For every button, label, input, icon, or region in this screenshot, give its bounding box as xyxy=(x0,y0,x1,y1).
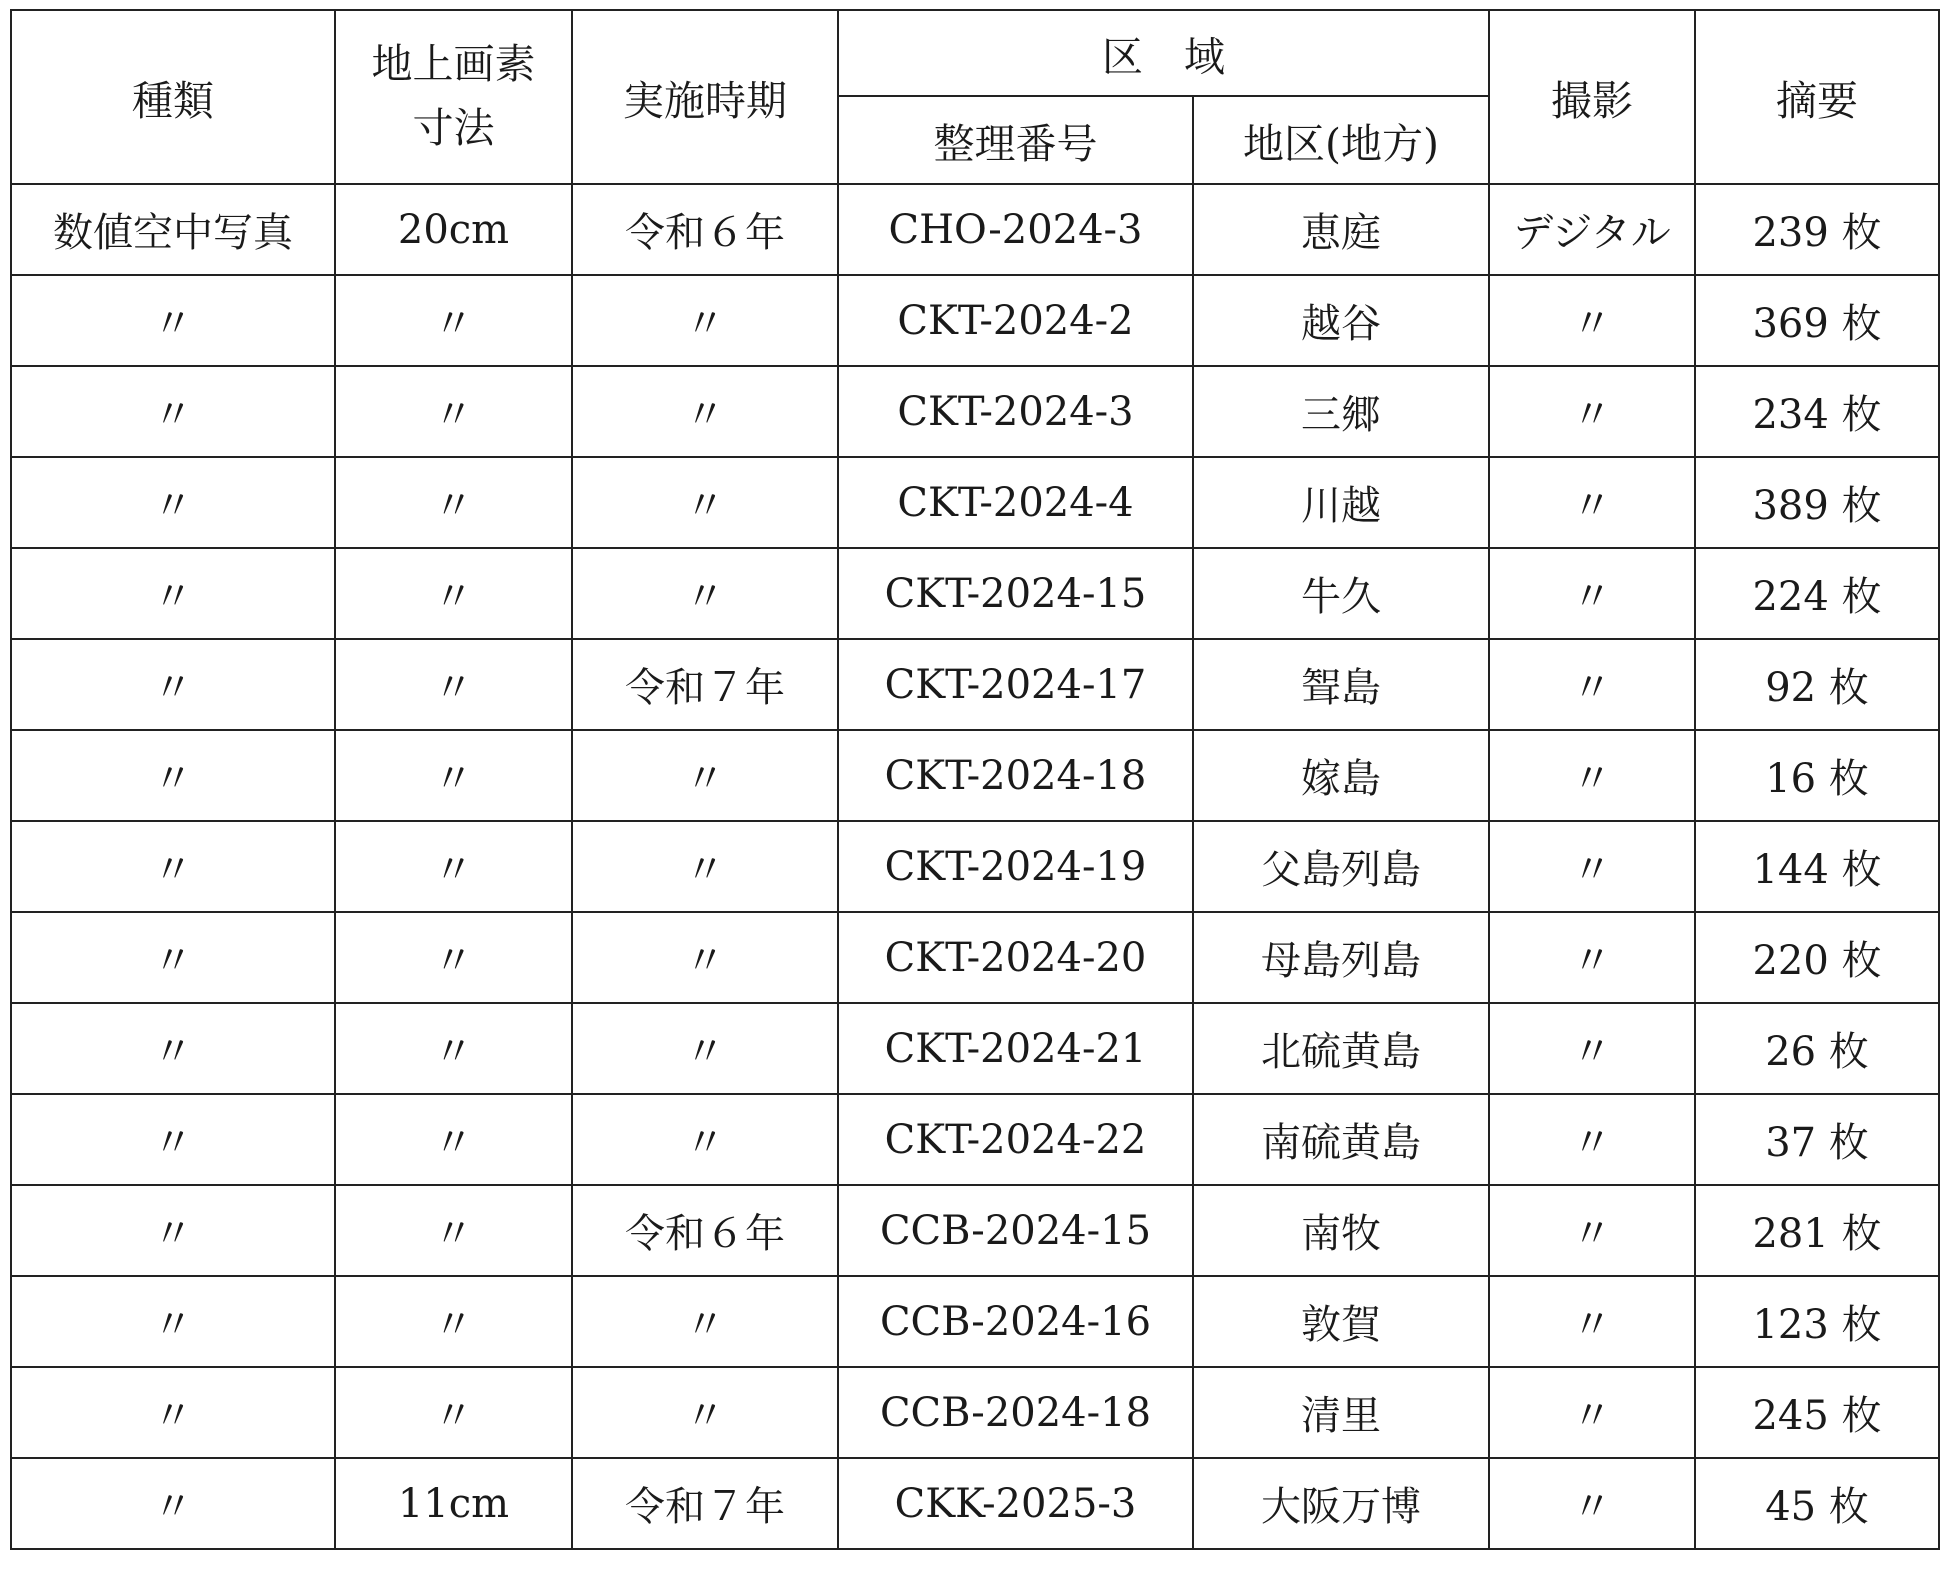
cell-shooting: 〃 xyxy=(1489,821,1695,912)
cell-ref-no: CKT-2024-21 xyxy=(838,1003,1193,1094)
photo-inventory-table xyxy=(10,9,1940,1550)
cell-ref-no: CCB-2024-15 xyxy=(838,1185,1193,1276)
table-row xyxy=(11,639,1939,730)
table-row xyxy=(11,548,1939,639)
header-type: 種類 xyxy=(11,10,335,184)
cell-district: 敦賀 xyxy=(1193,1276,1489,1367)
cell-ground-pixel: 11cm xyxy=(335,1458,572,1549)
cell-period: 〃 xyxy=(572,821,838,912)
table-row xyxy=(11,1458,1939,1549)
cell-ref-no: CKT-2024-4 xyxy=(838,457,1193,548)
cell-district: 南牧 xyxy=(1193,1185,1489,1276)
cell-shooting: 〃 xyxy=(1489,1003,1695,1094)
cell-district: 嫁島 xyxy=(1193,730,1489,821)
cell-type: 〃 xyxy=(11,639,335,730)
table-row xyxy=(11,1094,1939,1185)
cell-district: 北硫黄島 xyxy=(1193,1003,1489,1094)
cell-ground-pixel: 〃 xyxy=(335,1185,572,1276)
cell-period: 〃 xyxy=(572,1276,838,1367)
cell-district: 恵庭 xyxy=(1193,184,1489,275)
cell-type: 〃 xyxy=(11,1003,335,1094)
cell-ground-pixel: 〃 xyxy=(335,730,572,821)
cell-summary: 144 枚 xyxy=(1695,821,1939,912)
cell-shooting: デジタル xyxy=(1489,184,1695,275)
cell-type: 〃 xyxy=(11,457,335,548)
table-header xyxy=(11,10,1939,184)
cell-ref-no: CCB-2024-18 xyxy=(838,1367,1193,1458)
table-row xyxy=(11,457,1939,548)
cell-ground-pixel: 〃 xyxy=(335,366,572,457)
cell-summary: 239 枚 xyxy=(1695,184,1939,275)
cell-summary: 234 枚 xyxy=(1695,366,1939,457)
cell-shooting: 〃 xyxy=(1489,730,1695,821)
cell-type: 〃 xyxy=(11,1276,335,1367)
cell-district: 聟島 xyxy=(1193,639,1489,730)
table-row xyxy=(11,275,1939,366)
cell-district: 三郷 xyxy=(1193,366,1489,457)
cell-summary: 224 枚 xyxy=(1695,548,1939,639)
cell-ground-pixel: 〃 xyxy=(335,1094,572,1185)
cell-period: 〃 xyxy=(572,275,838,366)
cell-summary: 45 枚 xyxy=(1695,1458,1939,1549)
cell-shooting: 〃 xyxy=(1489,1185,1695,1276)
cell-district: 牛久 xyxy=(1193,548,1489,639)
header-summary: 摘要 xyxy=(1695,10,1939,184)
cell-shooting: 〃 xyxy=(1489,457,1695,548)
cell-type: 〃 xyxy=(11,1367,335,1458)
cell-ref-no: CKT-2024-19 xyxy=(838,821,1193,912)
cell-summary: 26 枚 xyxy=(1695,1003,1939,1094)
header-ground-pixel xyxy=(335,10,572,184)
table-row xyxy=(11,912,1939,1003)
cell-ref-no: CKT-2024-20 xyxy=(838,912,1193,1003)
header-shooting: 撮影 xyxy=(1489,10,1695,184)
cell-type: 〃 xyxy=(11,1185,335,1276)
cell-ref-no: CKT-2024-17 xyxy=(838,639,1193,730)
cell-shooting: 〃 xyxy=(1489,1094,1695,1185)
cell-summary: 281 枚 xyxy=(1695,1185,1939,1276)
cell-summary: 16 枚 xyxy=(1695,730,1939,821)
cell-type: 〃 xyxy=(11,912,335,1003)
cell-ground-pixel: 〃 xyxy=(335,457,572,548)
cell-type: 数値空中写真 xyxy=(11,184,335,275)
cell-district: 川越 xyxy=(1193,457,1489,548)
cell-ground-pixel: 〃 xyxy=(335,821,572,912)
table-body xyxy=(11,184,1939,1549)
cell-period: 〃 xyxy=(572,1003,838,1094)
cell-district: 母島列島 xyxy=(1193,912,1489,1003)
cell-shooting: 〃 xyxy=(1489,275,1695,366)
cell-summary: 92 枚 xyxy=(1695,639,1939,730)
cell-summary: 123 枚 xyxy=(1695,1276,1939,1367)
cell-district: 父島列島 xyxy=(1193,821,1489,912)
cell-ref-no: CKT-2024-18 xyxy=(838,730,1193,821)
cell-summary: 37 枚 xyxy=(1695,1094,1939,1185)
cell-ref-no: CCB-2024-16 xyxy=(838,1276,1193,1367)
header-region: 区 域 xyxy=(838,10,1489,96)
cell-shooting: 〃 xyxy=(1489,366,1695,457)
cell-period: 〃 xyxy=(572,366,838,457)
cell-period: 〃 xyxy=(572,1094,838,1185)
cell-ref-no: CKT-2024-2 xyxy=(838,275,1193,366)
cell-ground-pixel: 〃 xyxy=(335,1003,572,1094)
table-row xyxy=(11,1367,1939,1458)
cell-shooting: 〃 xyxy=(1489,1367,1695,1458)
cell-ground-pixel: 〃 xyxy=(335,1367,572,1458)
cell-period: 〃 xyxy=(572,1367,838,1458)
cell-shooting: 〃 xyxy=(1489,639,1695,730)
cell-shooting: 〃 xyxy=(1489,1276,1695,1367)
table-row xyxy=(11,1185,1939,1276)
cell-type: 〃 xyxy=(11,1458,335,1549)
cell-period: 〃 xyxy=(572,730,838,821)
header-period: 実施時期 xyxy=(572,10,838,184)
cell-ref-no: CKT-2024-15 xyxy=(838,548,1193,639)
cell-type: 〃 xyxy=(11,730,335,821)
cell-period: 〃 xyxy=(572,548,838,639)
cell-ground-pixel: 〃 xyxy=(335,1276,572,1367)
cell-type: 〃 xyxy=(11,1094,335,1185)
table-row xyxy=(11,730,1939,821)
cell-district: 大阪万博 xyxy=(1193,1458,1489,1549)
cell-ref-no: CKT-2024-22 xyxy=(838,1094,1193,1185)
cell-ref-no: CKT-2024-3 xyxy=(838,366,1193,457)
cell-period: 令和７年 xyxy=(572,639,838,730)
table-row xyxy=(11,1003,1939,1094)
cell-shooting: 〃 xyxy=(1489,912,1695,1003)
table-row xyxy=(11,821,1939,912)
cell-type: 〃 xyxy=(11,275,335,366)
cell-ref-no: CKK-2025-3 xyxy=(838,1458,1193,1549)
cell-ground-pixel: 〃 xyxy=(335,639,572,730)
cell-period: 〃 xyxy=(572,912,838,1003)
table-row xyxy=(11,184,1939,275)
cell-shooting: 〃 xyxy=(1489,1458,1695,1549)
cell-shooting: 〃 xyxy=(1489,548,1695,639)
header-ref-no: 整理番号 xyxy=(838,96,1193,184)
cell-district: 南硫黄島 xyxy=(1193,1094,1489,1185)
cell-period: 令和６年 xyxy=(572,1185,838,1276)
header-district: 地区(地方) xyxy=(1193,96,1489,184)
cell-ref-no: CHO-2024-3 xyxy=(838,184,1193,275)
cell-district: 清里 xyxy=(1193,1367,1489,1458)
cell-ground-pixel: 〃 xyxy=(335,548,572,639)
cell-type: 〃 xyxy=(11,366,335,457)
cell-ground-pixel: 20cm xyxy=(335,184,572,275)
header-ground-pixel-label: 地上画素寸法 xyxy=(371,40,536,152)
cell-type: 〃 xyxy=(11,548,335,639)
cell-summary: 389 枚 xyxy=(1695,457,1939,548)
table-row xyxy=(11,1276,1939,1367)
cell-period: 〃 xyxy=(572,457,838,548)
cell-ground-pixel: 〃 xyxy=(335,912,572,1003)
cell-period: 令和７年 xyxy=(572,1458,838,1549)
cell-summary: 245 枚 xyxy=(1695,1367,1939,1458)
table-row xyxy=(11,366,1939,457)
cell-ground-pixel: 〃 xyxy=(335,275,572,366)
cell-summary: 220 枚 xyxy=(1695,912,1939,1003)
cell-summary: 369 枚 xyxy=(1695,275,1939,366)
cell-district: 越谷 xyxy=(1193,275,1489,366)
cell-type: 〃 xyxy=(11,821,335,912)
cell-period: 令和６年 xyxy=(572,184,838,275)
